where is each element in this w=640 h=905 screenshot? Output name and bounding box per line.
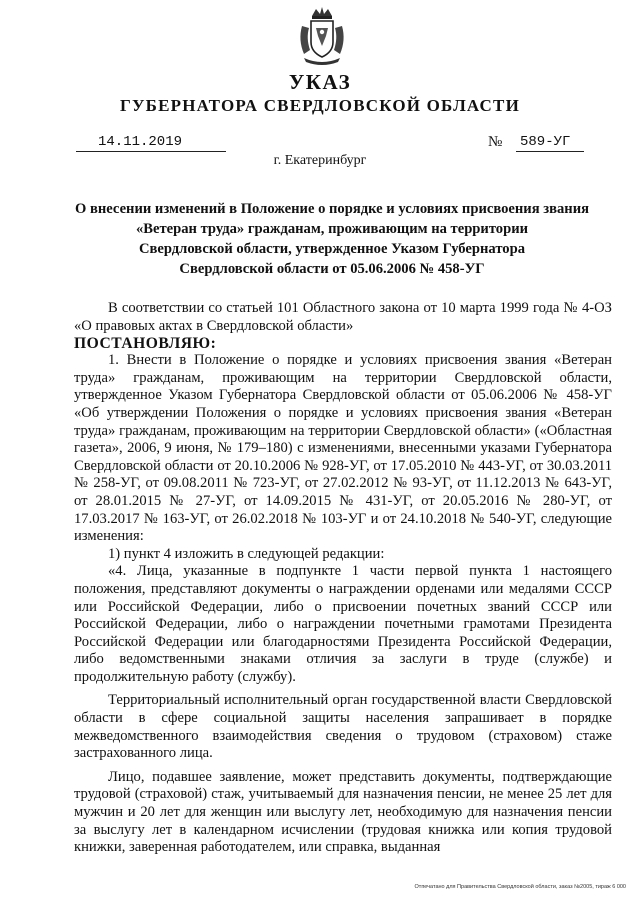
subject-line: Свердловской области, утвержденное Указом Губернатора [138,241,526,257]
document-subject [62,199,602,279]
decree-heading: ПОСТАНОВЛЯЮ: [74,335,217,353]
document-date: 14.11.2019 [98,134,183,150]
coat-of-arms-emblem [296,6,348,68]
document-title: УКАЗ [288,70,352,94]
print-footer-note: Отпечатано для Правительства Свердловской области, заказ №2005, тираж 6 000 [414,884,626,890]
preamble-paragraph: В соответствии со статьей 101 Областного закона от 10 марта 1999 года № 4-ОЗ «О правовых актах в Свердловской области» [74,300,612,334]
document-number: 589-УГ [516,133,584,152]
number-sign: № [488,134,503,150]
document-city: г. Екатеринбург [273,153,367,168]
date-field [76,133,226,152]
body-paragraph: 1. Внести в Положение о порядке и условиях присвоения звания «Ветеран труда» гражданам, проживающим на территории Свердловской области, утвержденное Указом Губернатора Свердловской области от 05.06.2006 № 458-УГ «Об утверждении Положения о порядке и условиях присвоения звания «Ветеран труда» гражданам, проживающим на территории Свердловской области» («Областная газета», 2006, 9 июня, № 179–180) с изменениями, внесенными указами Губернатора Свердловской области от 20.10.2006 № 928-УГ, от 17.05.2010 № 443-УГ, от 30.03.2011 № 258-УГ, от 09.08.2011 № 723-УГ, от 27.02.2012 № 93-УГ, от 11.12.2013 № 643-УГ, от 28.01.2015 № 27-УГ, от 14.09.2015 № 431-УГ, от 20.05.2016 № 280-УГ, от 17.03.2017 № 163-УГ, от 26.02.2018 № 103-УГ и от 24.10.2018 № 540-УГ, следующие изменения: [74,352,612,545]
document-issuer: ГУБЕРНАТОРА СВЕРДЛОВСКОЙ ОБЛАСТИ [119,96,521,115]
subject-line: О внесении изменений в Положение о порядке и условиях присвоения звания [74,201,590,217]
subject-line: Свердловской области от 05.06.2006 № 458-УГ [179,261,485,277]
body-paragraph: «4. Лица, указанные в подпункте 1 части первой пункта 1 настоящего положения, представляют документы о награждении орденами или медалями СССР или Российской Федерации, либо о присвоении почетных званий СССР или Российской Федерации, либо о награждении почетными грамотами Президента Российской Федерации или благодарностями Президента Российской Федерации, либо ведомственными знаками отличия за заслуги в труде (службе) и продолжительную работу (службу). [74,563,612,685]
document-body [74,300,612,857]
subject-line: «Ветеран труда» гражданам, проживающим на территории [135,221,529,237]
body-paragraph: 1) пункт 4 изложить в следующей редакции: [108,545,385,562]
body-paragraph: Территориальный исполнительный орган государственной власти Свердловской области в сфере социальной защиты населения запрашивает в порядке межведомственного взаимодействия сведения о трудовом (страховом) стаже застрахованного лица. [74,692,612,762]
body-paragraph: Лицо, подавшее заявление, может представить документы, подтверждающие трудовой (страховой) стаж, учитываемый для назначения пенсии, не менее 25 лет для мужчин и 20 лет для женщин или выслугу лет, необходимую для назначения пенсии за выслугу лет в календарном исчислении (трудовая книжка или копия трудовой книжки, заверенная работодателем, или справка, выданная [74,768,612,856]
